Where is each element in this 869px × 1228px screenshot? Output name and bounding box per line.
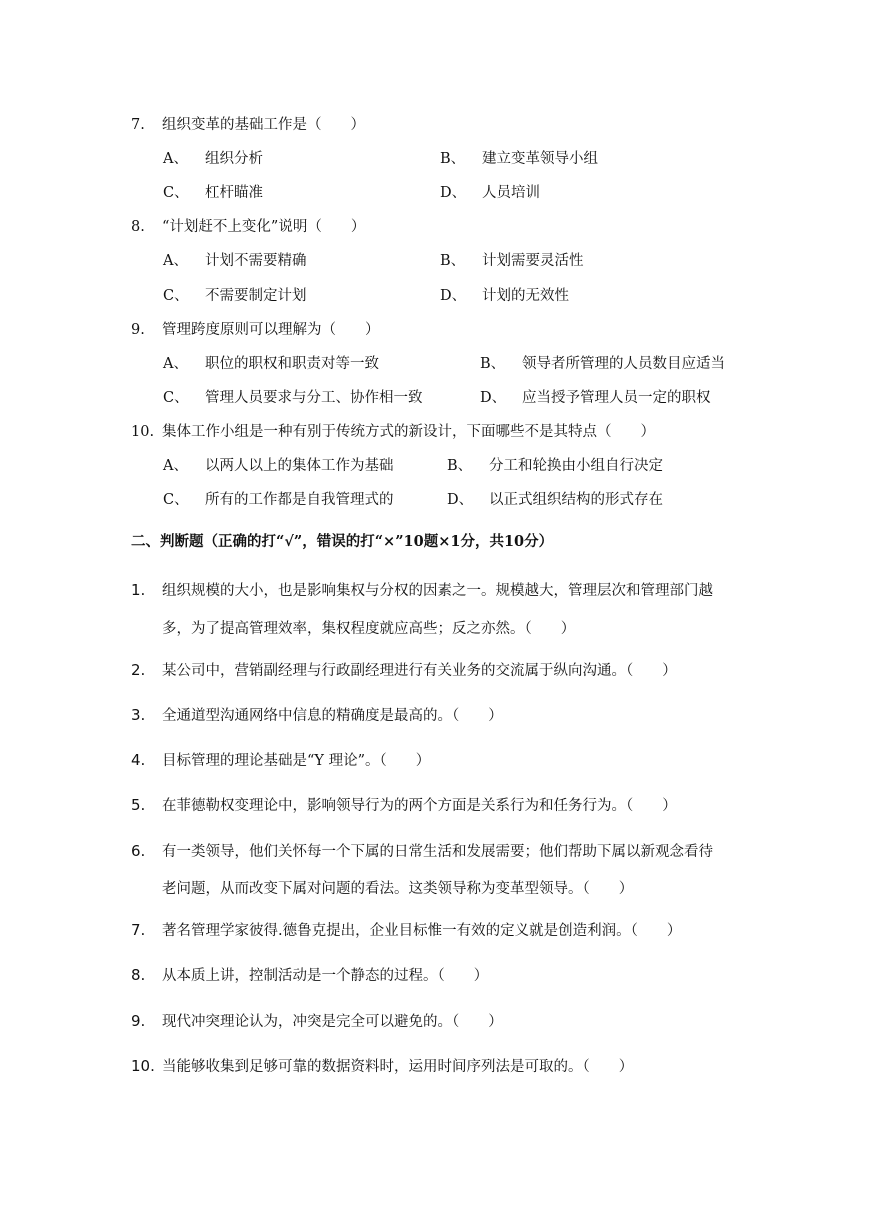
option-text: 建立变革领导小组 bbox=[482, 151, 598, 167]
option-text: 不需要制定计划 bbox=[205, 288, 307, 304]
judgment-number: 6. bbox=[131, 842, 146, 860]
judgment-text-continued: 多，为了提高管理效率，集权程度就应高些；反之亦然。（ ） bbox=[162, 621, 576, 637]
judgment-number: 5. bbox=[131, 796, 146, 814]
option-letter: B、 bbox=[440, 253, 466, 269]
option-letter: B、 bbox=[480, 356, 506, 372]
option-text: 计划需要灵活性 bbox=[482, 253, 584, 269]
judgment-text: 全通道型沟通网络中信息的精确度是最高的。（ ） bbox=[162, 708, 503, 724]
judgment-item bbox=[131, 1055, 633, 1076]
judgment-text: 现代冲突理论认为，冲突是完全可以避免的。（ ） bbox=[162, 1014, 503, 1030]
option-text: 以两人以上的集体工作为基础 bbox=[205, 458, 394, 474]
judgment-text: 在菲德勒权变理论中，影响领导行为的两个方面是关系行为和任务行为。（ ） bbox=[162, 798, 677, 814]
option-b bbox=[440, 249, 584, 270]
question-number: 8. bbox=[131, 219, 145, 235]
option-text: 人员培训 bbox=[482, 185, 540, 201]
judgment-item bbox=[131, 579, 713, 600]
mc-question bbox=[131, 318, 380, 339]
judgment-item bbox=[131, 840, 713, 861]
option-a bbox=[163, 147, 263, 168]
judgment-item bbox=[131, 1010, 503, 1031]
option-a bbox=[163, 454, 394, 475]
question-number: 9. bbox=[131, 322, 145, 338]
option-letter: A、 bbox=[163, 458, 188, 474]
option-text: 计划不需要精确 bbox=[205, 253, 307, 269]
option-a bbox=[163, 249, 307, 270]
option-letter: C、 bbox=[163, 390, 189, 406]
judgment-item bbox=[131, 659, 677, 680]
option-text: 分工和轮换由小组自行决定 bbox=[489, 458, 663, 474]
judgment-item bbox=[131, 749, 430, 770]
judgment-text: 某公司中，营销副经理与行政副经理进行有关业务的交流属于纵向沟通。（ ） bbox=[162, 663, 677, 679]
option-letter: B、 bbox=[440, 151, 466, 167]
option-c bbox=[163, 181, 263, 202]
judgment-item bbox=[131, 964, 488, 985]
mc-question bbox=[131, 215, 365, 236]
judgment-text: 有一类领导，他们关怀每一个下属的日常生活和发展需要；他们帮助下属以新观念看待 bbox=[162, 844, 713, 860]
option-letter: C、 bbox=[163, 492, 189, 508]
option-d bbox=[440, 284, 569, 305]
option-d bbox=[480, 386, 711, 407]
mc-question bbox=[131, 113, 365, 134]
option-letter: A、 bbox=[163, 253, 188, 269]
option-text: 计划的无效性 bbox=[482, 288, 569, 304]
judgment-number: 8. bbox=[131, 966, 146, 984]
judgment-number: 7. bbox=[131, 921, 146, 939]
judgment-item bbox=[131, 919, 681, 940]
option-text: 职位的职权和职责对等一致 bbox=[205, 356, 379, 372]
option-text: 领导者所管理的人员数目应适当 bbox=[522, 356, 725, 372]
judgment-item bbox=[131, 794, 677, 815]
option-b bbox=[480, 352, 725, 373]
option-b bbox=[447, 454, 663, 475]
judgment-text: 当能够收集到足够可靠的数据资料时，运用时间序列法是可取的。（ ） bbox=[162, 1059, 634, 1075]
judgment-text: 著名管理学家彼得.德鲁克提出，企业目标惟一有效的定义就是创造利润。（ ） bbox=[162, 923, 682, 939]
option-text: 杠杆瞄准 bbox=[205, 185, 263, 201]
question-text: 组织变革的基础工作是（ ） bbox=[162, 117, 365, 133]
option-letter: D、 bbox=[480, 390, 507, 406]
option-d bbox=[447, 488, 663, 509]
option-text: 以正式组织结构的形式存在 bbox=[489, 492, 663, 508]
option-c bbox=[163, 488, 394, 509]
option-letter: D、 bbox=[440, 288, 467, 304]
option-letter: C、 bbox=[163, 185, 189, 201]
judgment-text-continued: 老问题，从而改变下属对问题的看法。这类领导称为变革型领导。（ ） bbox=[162, 881, 634, 897]
question-text: 管理跨度原则可以理解为（ ） bbox=[162, 322, 380, 338]
judgment-number: 2. bbox=[131, 661, 146, 679]
option-a bbox=[163, 352, 379, 373]
section-heading: 二、判断题（正确的打“√”，错误的打“×”10题×1分，共10分） bbox=[131, 533, 554, 550]
option-letter: A、 bbox=[163, 151, 188, 167]
option-letter: D、 bbox=[440, 185, 467, 201]
option-b bbox=[440, 147, 598, 168]
judgment-number: 9. bbox=[131, 1012, 146, 1030]
option-text: 组织分析 bbox=[205, 151, 263, 167]
option-text: 所有的工作都是自我管理式的 bbox=[205, 492, 394, 508]
judgment-text: 目标管理的理论基础是“Y 理论”。（ ） bbox=[162, 753, 431, 769]
option-letter: B、 bbox=[447, 458, 473, 474]
option-text: 应当授予管理人员一定的职权 bbox=[522, 390, 711, 406]
judgment-item bbox=[131, 704, 503, 725]
question-number: 7. bbox=[131, 117, 145, 133]
judgment-text: 从本质上讲，控制活动是一个静态的过程。（ ） bbox=[162, 968, 489, 984]
judgment-number: 1. bbox=[131, 581, 146, 599]
option-letter: D、 bbox=[447, 492, 474, 508]
option-letter: A、 bbox=[163, 356, 188, 372]
option-c bbox=[163, 386, 423, 407]
question-number: 10. bbox=[131, 424, 155, 440]
judgment-text: 组织规模的大小，也是影响集权与分权的因素之一。规模越大，管理层次和管理部门越 bbox=[162, 583, 713, 599]
option-letter: C、 bbox=[163, 288, 189, 304]
option-c bbox=[163, 284, 307, 305]
question-text: “计划赶不上变化”说明（ ） bbox=[162, 219, 366, 235]
question-text: 集体工作小组是一种有别于传统方式的新设计，下面哪些不是其特点（ ） bbox=[162, 424, 655, 440]
option-d bbox=[440, 181, 540, 202]
judgment-number: 4. bbox=[131, 751, 146, 769]
judgment-number: 10. bbox=[131, 1057, 155, 1075]
judgment-number: 3. bbox=[131, 706, 146, 724]
mc-question bbox=[131, 420, 655, 441]
option-text: 管理人员要求与分工、协作相一致 bbox=[205, 390, 423, 406]
